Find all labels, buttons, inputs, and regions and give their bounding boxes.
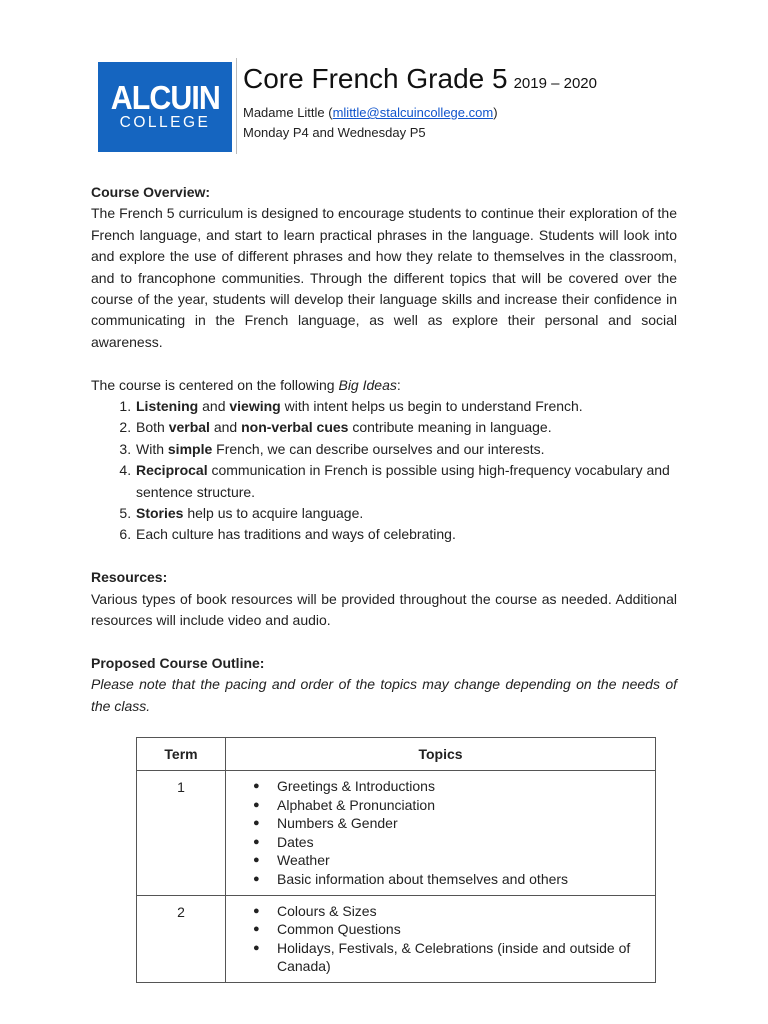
outline-heading: Proposed Course Outline:: [91, 654, 265, 671]
document-body: [91, 182, 677, 717]
schedule-line: Monday P4 and Wednesday P5: [243, 125, 426, 140]
list-item: 6. Each culture has traditions and ways of celebrating.: [135, 524, 677, 545]
resources-heading: Resources:: [91, 569, 168, 586]
big-ideas-em: Big Ideas: [338, 376, 397, 393]
list-item: 3. With simple French, we can describe ourselves and our interests.: [135, 439, 677, 460]
overview-text: The French 5 curriculum is designed to encourage students to continue their exploration of the French language, and start to learn practical phrases in the language. Students will look into and explore the use of different phrases and how they relate to themselves in the classroom, and to francophone communities. Through the different topics that will be covered over the course of the year, students will develop their language skills and increase their confidence in communicating in the French language, as well as explore their personal and social awareness.: [91, 205, 677, 350]
term-cell: 2: [137, 895, 226, 982]
list-item: ● Colours & Sizes: [250, 902, 647, 921]
title-line: [243, 60, 597, 103]
school-years: 2019 – 2020: [513, 75, 597, 92]
topics-cell: [226, 895, 656, 982]
list-item: 2. Both verbal and non-verbal cues contribute meaning in language.: [135, 417, 677, 438]
course-outline-table: [136, 737, 656, 983]
teacher-suffix: ): [493, 105, 498, 120]
teacher-email-link[interactable]: mlittle@stalcuincollege.com: [332, 105, 494, 120]
table-row: [137, 771, 656, 896]
list-item: ● Weather: [250, 851, 647, 870]
big-ideas-list: [91, 396, 677, 546]
term-cell: 1: [137, 771, 226, 896]
teacher-line: [243, 103, 597, 123]
outline-note: Please note that the pacing and order of the topics may change depending on the needs of the class.: [91, 676, 677, 714]
term-column-header: Term: [137, 738, 226, 771]
list-item: ● Dates: [250, 833, 647, 852]
table-row: [137, 895, 656, 982]
topics-cell: [226, 771, 656, 896]
page-title: Core French Grade 5: [243, 63, 508, 94]
list-item: ● Numbers & Gender: [250, 814, 647, 833]
topics-list: [250, 777, 647, 889]
logo-line-1: ALCUIN: [110, 79, 220, 116]
logo-line-2: COLLEGE: [119, 114, 211, 131]
header-divider: [236, 58, 237, 154]
list-item: ● Holidays, Festivals, & Celebrations (inside and outside of Canada): [250, 939, 647, 976]
table-header-row: [137, 738, 656, 771]
college-logo: [98, 62, 232, 152]
document-header: [243, 60, 597, 143]
list-item: 5. Stories help us to acquire language.: [135, 503, 677, 524]
resources-text: Various types of book resources will be provided throughout the course as needed. Additional resources will include video and audio.: [91, 590, 677, 629]
list-item: ● Greetings & Introductions: [250, 777, 647, 796]
list-item: ● Basic information about themselves and others: [250, 870, 647, 889]
list-item: ● Common Questions: [250, 920, 647, 939]
topics-list: [250, 902, 647, 976]
overview-heading: Course Overview:: [91, 184, 211, 200]
list-item: 4. Reciprocal communication in French is possible using high-frequency vocabulary and sentence structure.: [135, 460, 677, 503]
list-item: ● Alphabet & Pronunciation: [250, 796, 647, 815]
topics-column-header: Topics: [226, 738, 656, 771]
teacher-name: Madame Little (: [243, 105, 333, 120]
list-item: 1. Listening and viewing with intent helps us begin to understand French.: [135, 396, 677, 417]
big-ideas-intro: The course is centered on the following Big Ideas:: [91, 376, 401, 393]
